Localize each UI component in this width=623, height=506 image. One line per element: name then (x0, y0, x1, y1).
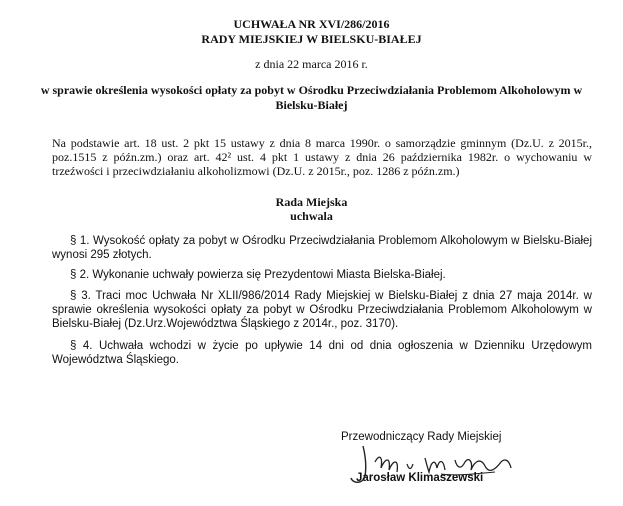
resolving-body: Rada Miejska (275, 195, 348, 209)
paragraph-2-text: § 2. Wykonanie uchwały powierza się Prezydentowi Miasta Bielska-Białej. (70, 269, 446, 281)
resolution-date: z dnia 22 marca 2016 r. (255, 57, 368, 71)
signatory-name: Jarosław Klimaszewski (356, 472, 484, 484)
resolving-verb: uchwala (290, 209, 333, 223)
paragraph-3 (52, 289, 592, 331)
legal-basis (52, 136, 592, 178)
signatory-title: Przewodniczący Rady Miejskiej (341, 431, 502, 443)
paragraph-4 (52, 339, 592, 367)
paragraph-2 (52, 268, 592, 282)
council-name: RADY MIEJSKIEJ W BIELSKU-BIAŁEJ (201, 32, 422, 46)
legal-basis-text: Na podstawie art. 18 ust. 2 pkt 15 ustawy z dnia 8 marca 1990r. o samorządzie gminnym (Dz.U. z 2015r., poz.1515 z późn.zm.) oraz art. 42² ust. 4 pkt 1 ustawy z dnia 26 października 1982r. o wychowaniu w trzeźwości i przeciwdziałaniu alkoholizmowi (Dz.U. z 2015r., poz. 1286 z późn.zm.) (52, 136, 592, 178)
resolution-number: UCHWAŁA NR XVI/286/2016 (233, 17, 390, 31)
paragraph-4-text: § 4. Uchwała wchodzi w życie po upływie 14 dni od dnia ogłoszenia w Dzienniku Urzędowym Województwa Śląskiego. (52, 340, 592, 366)
paragraph-1 (52, 234, 592, 262)
paragraph-1-text: § 1. Wysokość opłaty za pobyt w Ośrodku Przeciwdziałania Problemom Alkoholowym w Bielsku-Białej wynosi 295 złotych. (52, 235, 592, 261)
paragraph-3-text: § 3. Traci moc Uchwała Nr XLII/986/2014 Rady Miejskiej w Bielsku-Białej z dnia 27 maja 2014r. w sprawie określenia wysokości opłaty za pobyt w Ośrodku Przeciwdziałania Problemom Alkoholowym w Bielsku-Białej (Dz.Urz.Województwa Śląskiego z 2014r., poz. 3170). (52, 290, 592, 330)
resolution-subject: w sprawie określenia wysokości opłaty za pobyt w Ośrodku Przeciwdziałania Problemom Alkoholowym w Bielsku-Białej (40, 83, 583, 112)
